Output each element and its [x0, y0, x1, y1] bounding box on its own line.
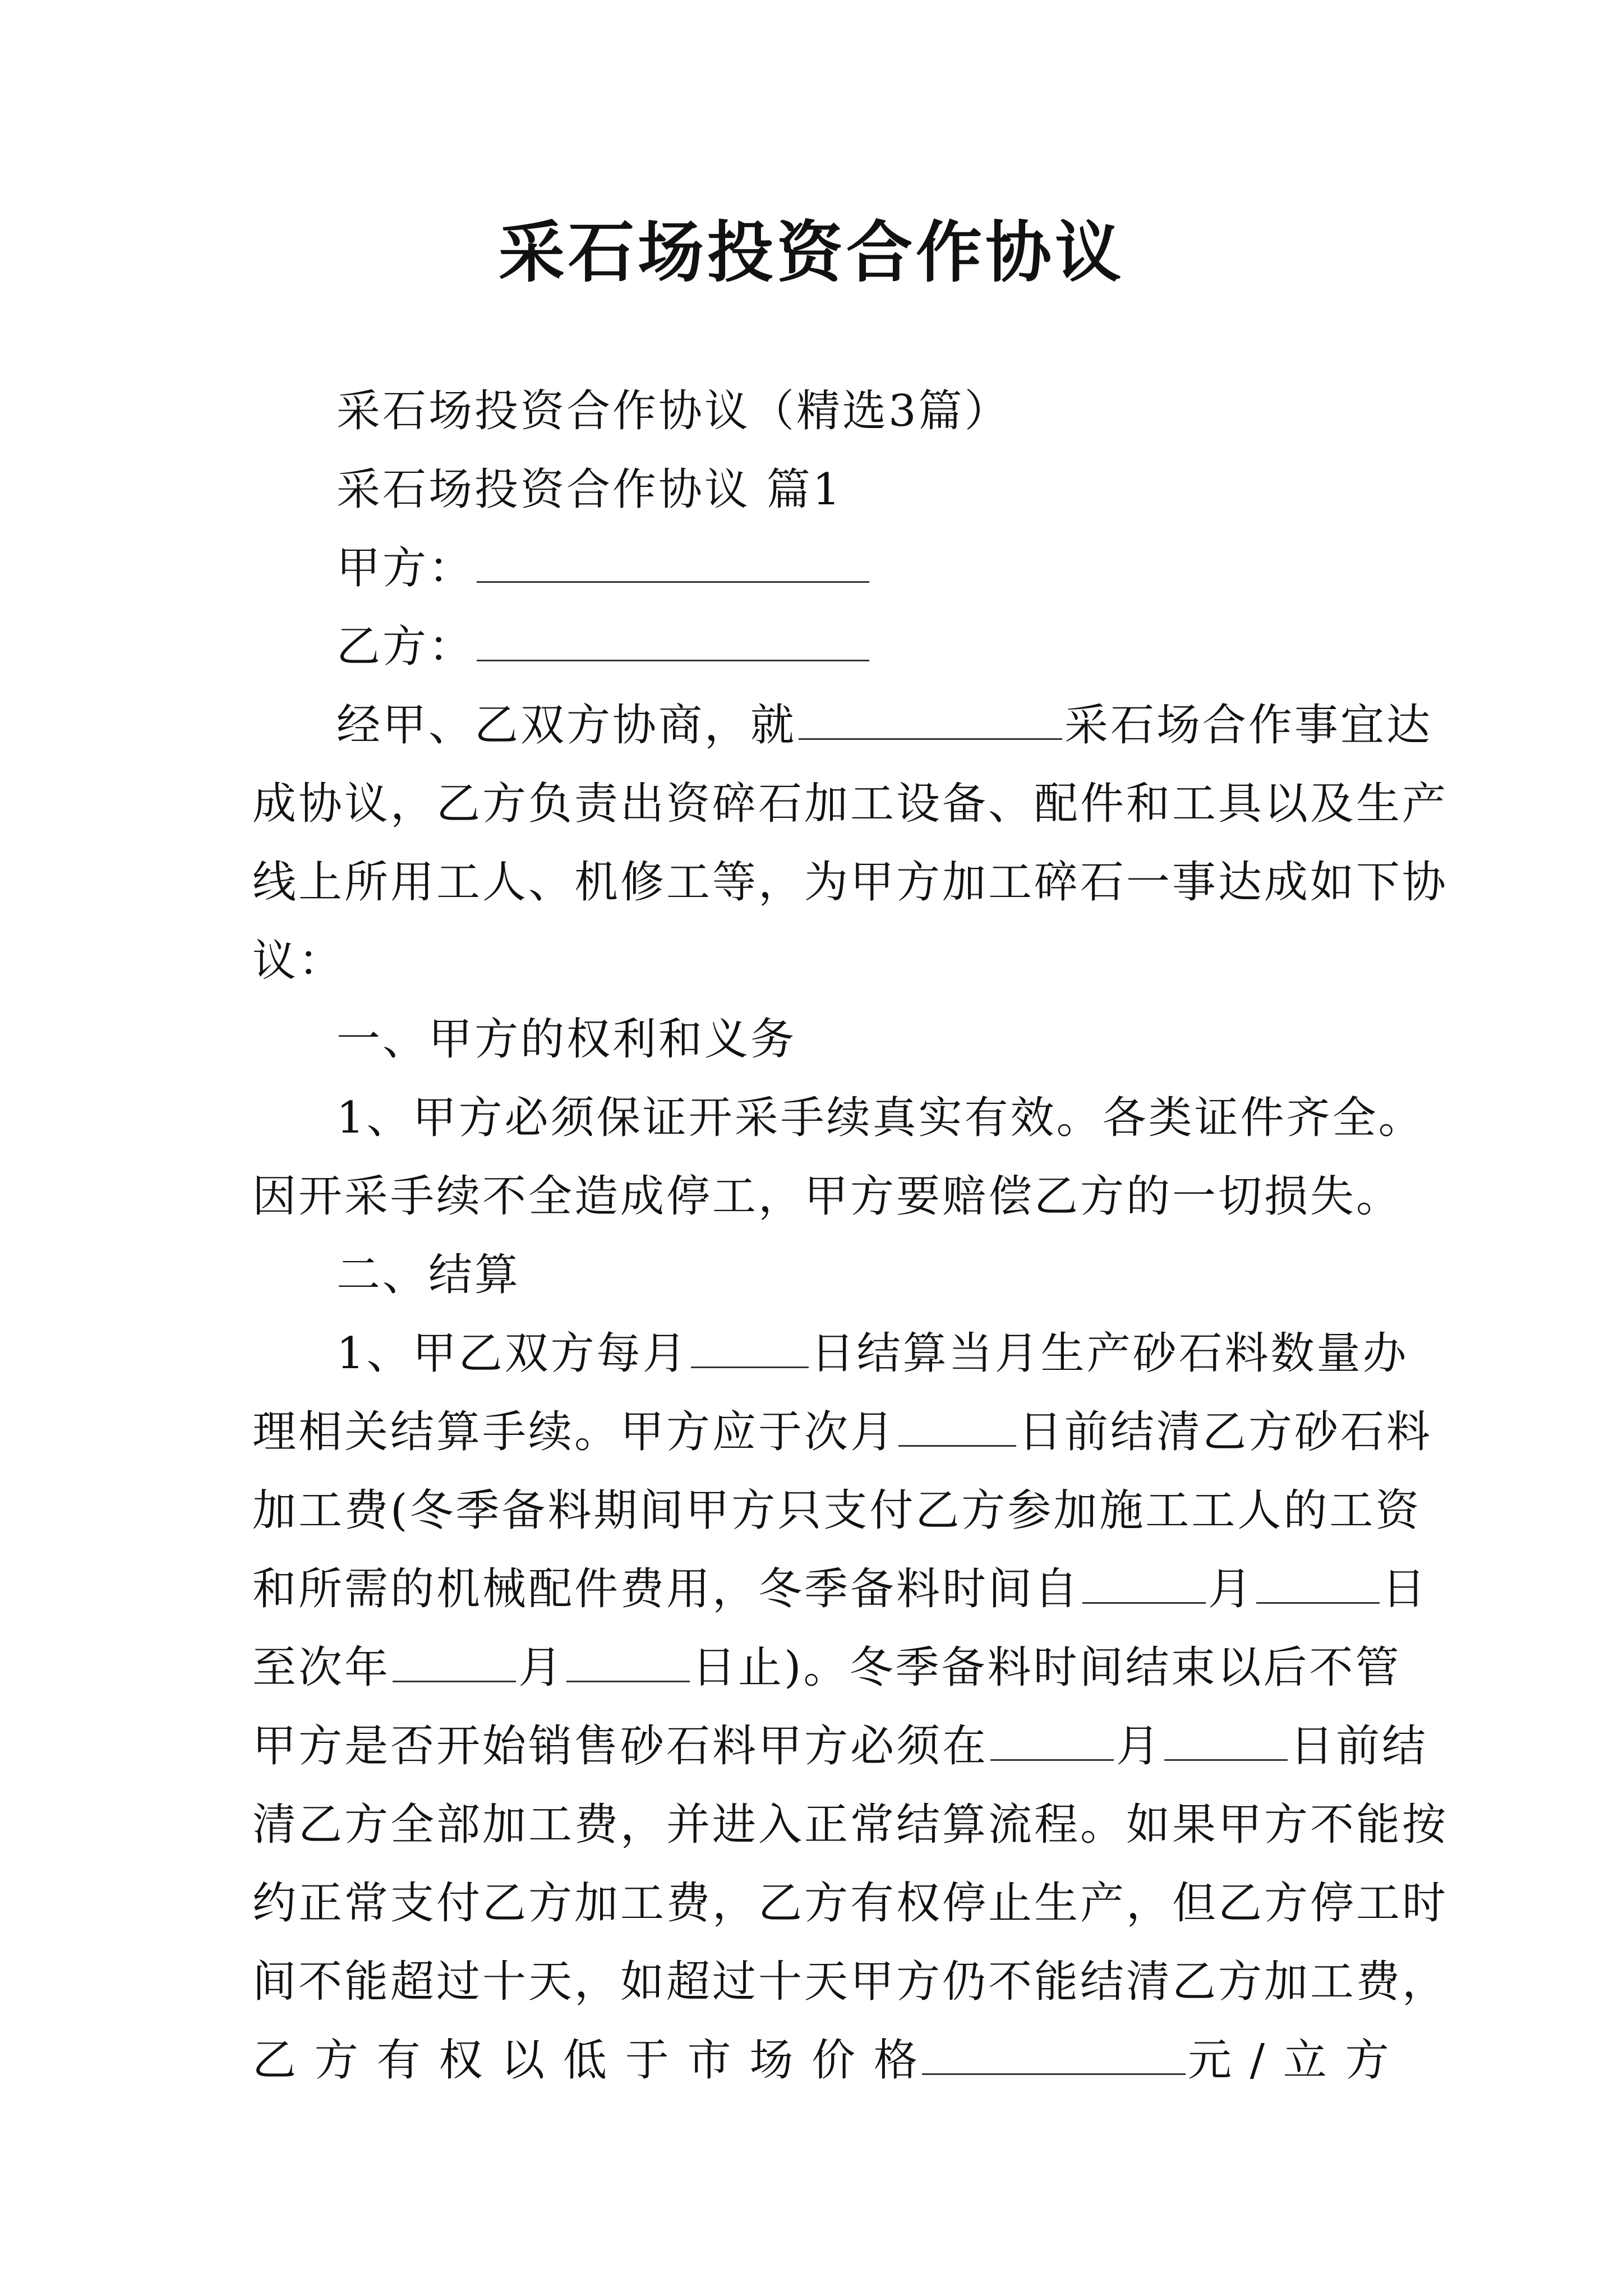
settle-text-4a: 和所需的机械配件费用，冬季备料时间自	[252, 1564, 1081, 1614]
deadline-day-blank	[1164, 1754, 1288, 1761]
settle-text-6c: 日前结	[1290, 1721, 1428, 1772]
intro-line-1	[336, 684, 1433, 766]
item-1-line-2: 因开采手续不全造成停工，甲方要赔偿乙方的一切损失。	[252, 1171, 1403, 1222]
settle-text-2b: 日前结清乙方砂石料	[1018, 1407, 1433, 1457]
heading-settlement: 二、结算	[336, 1250, 521, 1300]
settle-text-10b: 元 / 立 方	[1187, 2035, 1391, 2086]
item-1-line-1: 1、甲方必须保证开采手续真实有效。各类证件齐全。	[336, 1093, 1424, 1143]
settle-text-5a: 至次年	[252, 1642, 391, 1693]
settle-text-1a: 1、甲乙双方每月	[336, 1328, 689, 1379]
settle-line-9: 间不能超过十天，如超过十天甲方仍不能结清乙方加工费，	[252, 1957, 1449, 2007]
quarry-name-blank	[799, 733, 1062, 740]
settle-line-8: 约正常支付乙方加工费，乙方有权停止生产，但乙方停工时	[252, 1878, 1449, 1929]
deadline-month-blank	[990, 1754, 1114, 1761]
settle-line-4	[252, 1548, 1428, 1630]
intro-line-3: 线上所用工人、机修工等，为甲方加工碎石一事达成如下协	[252, 857, 1449, 908]
intro-line-2: 成协议，乙方负责出资碎石加工设备、配件和工具以及生产	[252, 779, 1449, 829]
settle-text-5c: 日止)。冬季备料时间结束以后不管	[692, 1642, 1401, 1693]
intro-text-a: 经甲、乙双方协商，就	[336, 700, 797, 751]
settle-text-10a: 乙 方 有 权 以 低 于 市 场 价 格	[252, 2035, 920, 2086]
winter-start-day-blank	[1256, 1596, 1380, 1604]
document-title: 采石场投资合作协议	[498, 213, 1124, 291]
settle-day-blank	[691, 1361, 809, 1368]
settle-line-3: 加工费(冬季备料期间甲方只支付乙方参加施工工人的工资	[252, 1485, 1422, 1536]
settle-line-1	[336, 1313, 1409, 1395]
party-b-line	[336, 606, 1385, 688]
price-blank	[922, 2068, 1186, 2075]
winter-start-month-blank	[1082, 1596, 1206, 1604]
document-subtitle: 采石场投资合作协议（精选3篇）	[336, 386, 1011, 436]
settle-text-6a: 甲方是否开始销售砂石料甲方必须在	[252, 1721, 989, 1772]
payment-day-blank	[898, 1439, 1016, 1447]
party-a-blank	[477, 576, 869, 583]
settle-line-7: 清乙方全部加工费，并进入正常结算流程。如果甲方不能按	[252, 1800, 1449, 1850]
intro-line-4: 议：	[252, 936, 345, 986]
section-heading: 采石场投资合作协议 篇1	[336, 464, 843, 515]
settle-line-2	[252, 1391, 1433, 1473]
settle-text-1b: 日结算当月生产砂石料数量办	[810, 1328, 1409, 1379]
settle-line-5	[252, 1627, 1401, 1709]
settle-text-4b: 月	[1208, 1564, 1255, 1614]
settle-line-10	[252, 2019, 1391, 2101]
party-b-label: 乙方：	[336, 622, 475, 672]
winter-end-day-blank	[566, 1675, 690, 1682]
settle-line-6	[252, 1705, 1428, 1787]
party-b-blank	[477, 654, 869, 661]
intro-text-b: 采石场合作事宜达	[1064, 700, 1433, 751]
settle-text-4c: 日	[1382, 1564, 1428, 1614]
winter-end-month-blank	[393, 1675, 516, 1682]
heading-rights: 一、甲方的权利和义务	[336, 1014, 797, 1065]
party-a-line	[336, 527, 1385, 609]
party-a-label: 甲方：	[336, 543, 475, 593]
settle-text-5b: 月	[518, 1642, 565, 1693]
settle-text-6b: 月	[1116, 1721, 1163, 1772]
settle-text-2a: 理相关结算手续。甲方应于次月	[252, 1407, 897, 1457]
